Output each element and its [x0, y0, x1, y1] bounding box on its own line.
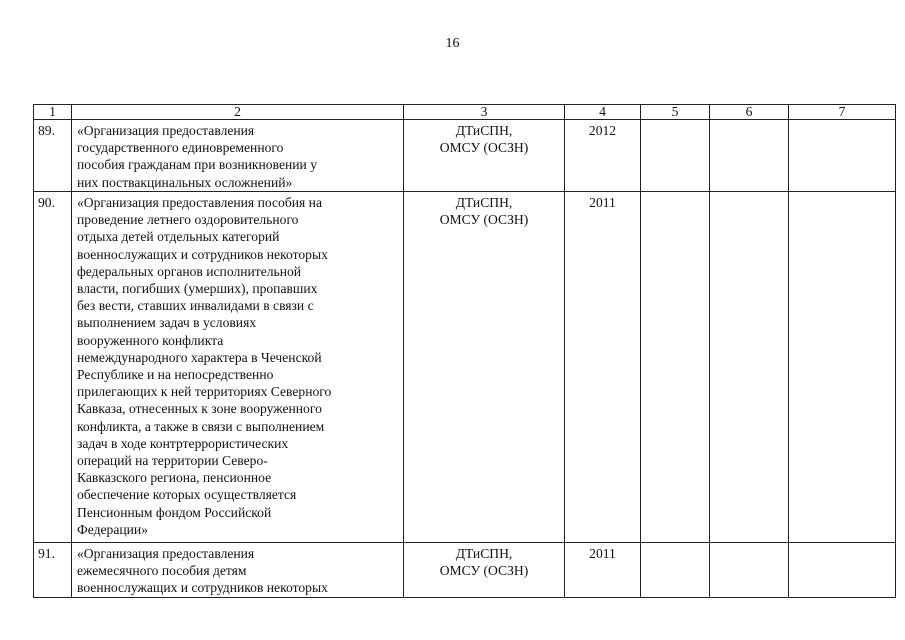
- table-header-row: [34, 105, 896, 120]
- row-number: 90.: [34, 192, 72, 543]
- service-description: «Организация предоставления пособия на проведение летнего оздоровительного отдыха детей отдельных категорий военнослужащих и сотрудников некоторых федеральных органов исполнительной власти, погибших (умерших), пропавших без вести, ставших инвалидами в связи с выполнением задач в условиях вооруженного конфликта немеждународного характера в Чеченской Республике и на непосредственно прилегающих к ней территориях Северного Кавказа, отнесенных к зоне вооруженного конфликта, а также в связи с выполнением задач в ходе контртеррористических операций на территории Северо- Кавказского региона, пенсионное обеспечение которых осуществляется Пенсионным фондом Российской Федерации»: [72, 192, 404, 543]
- year-cell: 2011: [565, 543, 641, 598]
- executor-cell: ДТиСПН, ОМСУ (ОСЗН): [404, 543, 565, 598]
- row-number: 91.: [34, 543, 72, 598]
- row-number: 89.: [34, 120, 72, 192]
- empty-cell: [789, 120, 896, 192]
- empty-cell: [641, 120, 710, 192]
- page-number: 16: [445, 36, 460, 51]
- table-row: [34, 120, 896, 192]
- empty-cell: [710, 192, 789, 543]
- empty-cell: [710, 543, 789, 598]
- empty-cell: [789, 543, 896, 598]
- table-row: [34, 192, 896, 543]
- services-table: [33, 104, 896, 598]
- column-header: 7: [789, 105, 896, 120]
- column-header: 5: [641, 105, 710, 120]
- empty-cell: [641, 543, 710, 598]
- empty-cell: [641, 192, 710, 543]
- column-header: 2: [72, 105, 404, 120]
- executor-cell: ДТиСПН, ОМСУ (ОСЗН): [404, 192, 565, 543]
- column-header: 4: [565, 105, 641, 120]
- empty-cell: [710, 120, 789, 192]
- service-description: «Организация предоставления государственного единовременного пособия гражданам при возникновении у них поствакцинальных осложнений»: [72, 120, 404, 192]
- table-row: [34, 543, 896, 598]
- year-cell: 2011: [565, 192, 641, 543]
- empty-cell: [789, 192, 896, 543]
- column-header: 6: [710, 105, 789, 120]
- executor-cell: ДТиСПН, ОМСУ (ОСЗН): [404, 120, 565, 192]
- service-description: «Организация предоставления ежемесячного пособия детям военнослужащих и сотрудников некоторых: [72, 543, 404, 598]
- year-cell: 2012: [565, 120, 641, 192]
- column-header: 1: [34, 105, 72, 120]
- column-header: 3: [404, 105, 565, 120]
